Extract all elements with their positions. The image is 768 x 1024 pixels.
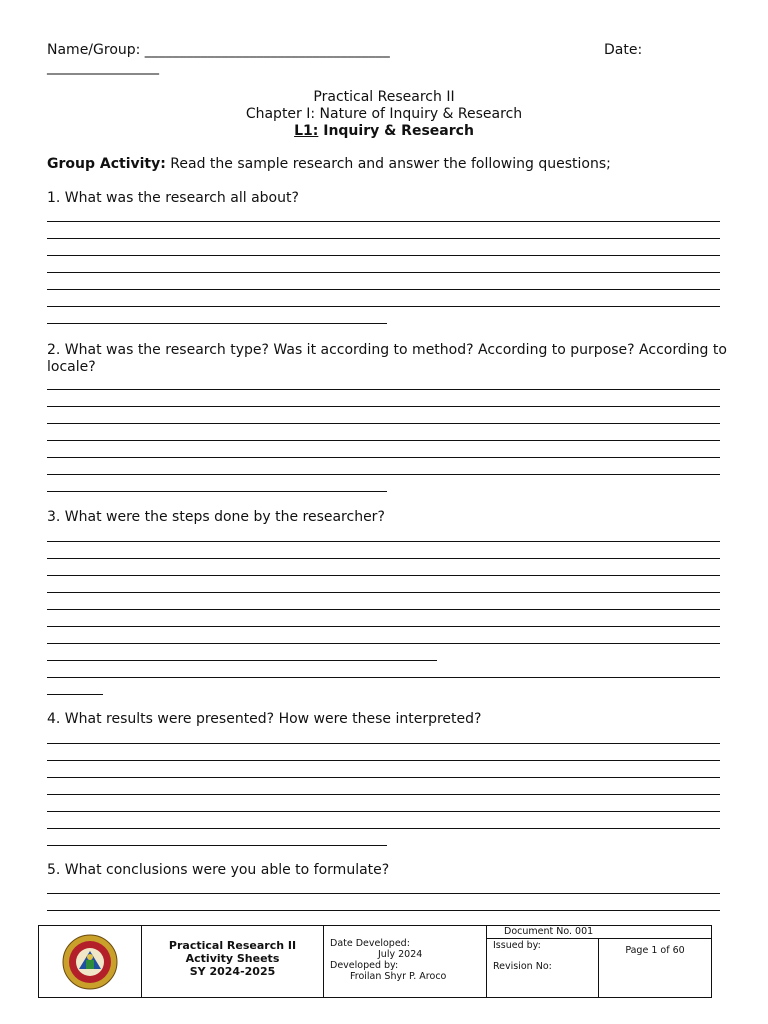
issued-by-label: Issued by: [493,940,541,951]
question-5: 5. What conclusions were you able to formulate? [47,862,390,878]
issue-revision-cell [487,939,599,997]
answer-line[interactable] [47,660,437,661]
date-developed-value: July 2024 [378,949,423,960]
answer-line[interactable] [47,626,720,627]
instruction-body: Read the sample research and answer the following questions; [165,156,611,172]
answer-line[interactable] [47,389,720,390]
answer-line[interactable] [47,575,720,576]
development-info-cell [324,926,487,997]
answer-line[interactable] [47,811,720,812]
logo-cell [39,926,142,997]
answer-line[interactable] [47,457,720,458]
answer-line[interactable] [47,893,720,894]
answer-line[interactable] [47,238,720,239]
lesson-title [0,123,768,140]
answer-line[interactable] [47,221,720,222]
answer-line[interactable] [47,760,720,761]
question-2: 2. What was the research type? Was it according to method? According to purpose? According to locale? [47,342,727,375]
document-control-cell [487,926,711,997]
footer-title-cell [142,926,324,997]
question-4: 4. What results were presented? How were these interpreted? [47,711,482,727]
answer-line[interactable] [47,423,720,424]
footer-title-line2: Activity Sheets [185,952,280,965]
document-footer-table [38,925,712,998]
answer-line[interactable] [47,794,720,795]
instruction-text [47,156,611,172]
revision-no-label: Revision No: [493,961,552,972]
chapter-title: Chapter I: Nature of Inquiry & Research [245,106,523,122]
question-3: 3. What were the steps done by the researcher? [47,509,385,525]
answer-line[interactable] [47,677,720,678]
answer-line[interactable] [47,743,720,744]
answer-line[interactable] [47,255,720,256]
answer-line[interactable] [47,272,720,273]
answer-line[interactable] [47,558,720,559]
answer-line[interactable] [47,910,720,911]
developed-by-label: Developed by: [330,960,399,971]
footer-title-line3: SY 2024-2025 [189,965,276,978]
lesson-prefix: L1: [294,123,319,139]
document-titles [0,89,768,140]
answer-line[interactable] [47,609,720,610]
lesson-name: Inquiry & Research [318,123,474,139]
footer-title-line1: Practical Research II [168,939,297,952]
answer-line[interactable] [47,323,387,324]
instruction-label: Group Activity: [47,156,166,172]
answer-line[interactable] [47,406,720,407]
answer-line[interactable] [47,845,387,846]
answer-line[interactable] [47,440,720,441]
answer-line[interactable] [47,592,720,593]
date-field-line[interactable]: ________________ [47,59,159,75]
developed-by-value: Froilan Shyr P. Aroco [350,971,447,982]
subject-title: Practical Research II [313,89,455,105]
answer-line[interactable] [47,828,720,829]
answer-line[interactable] [47,643,720,644]
answer-line[interactable] [47,306,720,307]
date-label: Date: [604,42,643,58]
question-1: 1. What was the research all about? [47,190,299,206]
school-seal-icon [61,933,119,991]
answer-line[interactable] [47,491,387,492]
answer-line[interactable] [47,541,720,542]
answer-line[interactable] [47,474,720,475]
date-developed-label: Date Developed: [330,938,410,949]
page-number: Page 1 of 60 [625,945,685,956]
answer-line[interactable] [47,694,103,695]
document-number: Document No. 001 [487,926,711,939]
answer-line[interactable] [47,777,720,778]
answer-line[interactable] [47,289,720,290]
name-group-field[interactable]: Name/Group: ___________________________________ [47,42,390,58]
